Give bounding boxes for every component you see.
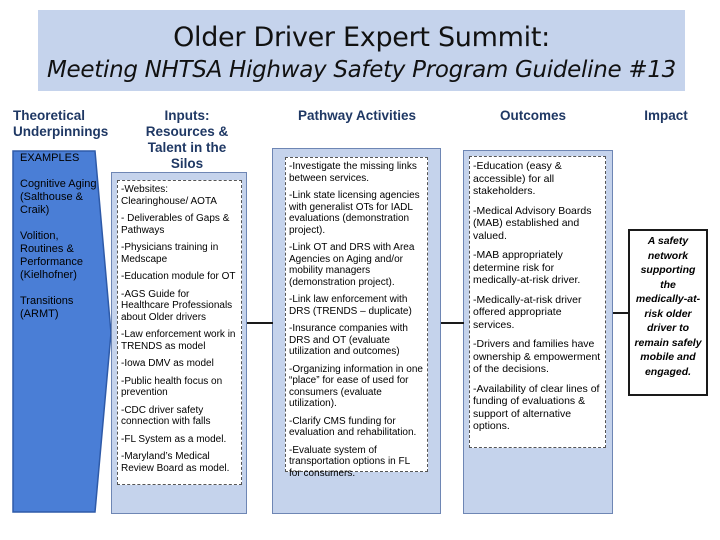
impact-statement: A safety network supporting the medically-at-risk older driver to remain safely mobile and engaged. — [628, 229, 708, 396]
input-item: -Public health focus on prevention — [121, 375, 223, 398]
theory-examples-label: EXAMPLES — [20, 152, 80, 164]
pathway-item: -Organizing information in one “place” for ease of used for consumers (evaluate utilization). — [289, 363, 423, 409]
header-outcomes: Outcomes — [499, 108, 567, 123]
input-item: -Education module for OT — [121, 271, 236, 282]
inputs-list — [117, 180, 242, 485]
input-item: -Physicians training in Medscape — [121, 242, 219, 265]
input-item: -Maryland’s Medical Review Board as model. — [121, 451, 230, 474]
theory-item: Cognitive Aging (Salthouse & Craik) — [20, 178, 97, 216]
outcomes-list — [469, 156, 606, 448]
pathway-item: -Insurance companies with DRS and OT (evaluate utilization and outcomes) — [289, 323, 408, 357]
theory-item: Transitions (ARMT) — [20, 295, 74, 320]
outcome-item: -Education (easy & accessible) for all stakeholders. — [473, 160, 562, 197]
pathway-item: -Link OT and DRS with Area Agencies on Aging and/or mobility managers (demonstration project). — [289, 242, 415, 288]
theory-examples — [20, 152, 102, 334]
input-item: -CDC driver safety connection with falls — [121, 404, 211, 427]
input-item: - Deliverables of Gaps & Pathways — [121, 213, 230, 236]
header-pathway: Pathway Activities — [297, 108, 417, 123]
outcome-item: -Medical Advisory Boards (MAB) established and valued. — [473, 204, 592, 242]
connector-outcomes-impact — [613, 311, 629, 315]
input-item: -FL System as a model. — [121, 433, 227, 445]
outcome-item: -Availability of clear lines of funding of evaluations & support of alternative options. — [473, 382, 600, 432]
outcome-item: -Drivers and families have ownership & empowerment of the decisions. — [473, 338, 601, 375]
pathway-list — [285, 157, 428, 479]
connector-pathway-outcomes — [441, 321, 464, 325]
pathway-item: -Link state licensing agencies with generalist OTs for IADL evaluations (demonstration project). — [289, 190, 420, 236]
header-inputs: Inputs: Resources & Talent in the Silos — [145, 108, 229, 171]
pathway-item: -Investigate the missing links between services. — [289, 161, 417, 184]
header-theoretical: Theoretical Underpinnings — [13, 108, 109, 139]
title-subtitle: Meeting NHTSA Highway Safety Program Guideline #13 — [47, 57, 676, 83]
input-item: -Websites: Clearinghouse/ AOTA — [121, 184, 217, 207]
pathway-item: -Clarify CMS funding for evaluation and rehabilitation. — [289, 415, 417, 438]
outcome-item: -Medically-at-risk driver offered appropriate services. — [473, 293, 582, 331]
pathway-item: -Evaluate system of transportation options in FL for consumers. — [289, 444, 410, 479]
input-item: -AGS Guide for Healthcare Professionals about Older drivers — [121, 288, 233, 323]
input-item: -Law enforcement work in TRENDS as model — [121, 329, 236, 352]
connector-inputs-pathway — [247, 321, 273, 325]
pathway-item: -Link law enforcement with DRS (TRENDS – duplicate) — [289, 294, 412, 317]
title-banner — [38, 10, 685, 91]
theory-item: Volition, Routines & Performance (Kielhofner) — [20, 230, 83, 281]
title-main: Older Driver Expert Summit: — [173, 22, 550, 53]
header-impact: Impact — [644, 108, 688, 123]
outcome-item: -MAB appropriately determine risk for medically-at-risk driver. — [473, 249, 581, 286]
input-item: -Iowa DMV as model — [121, 358, 214, 369]
